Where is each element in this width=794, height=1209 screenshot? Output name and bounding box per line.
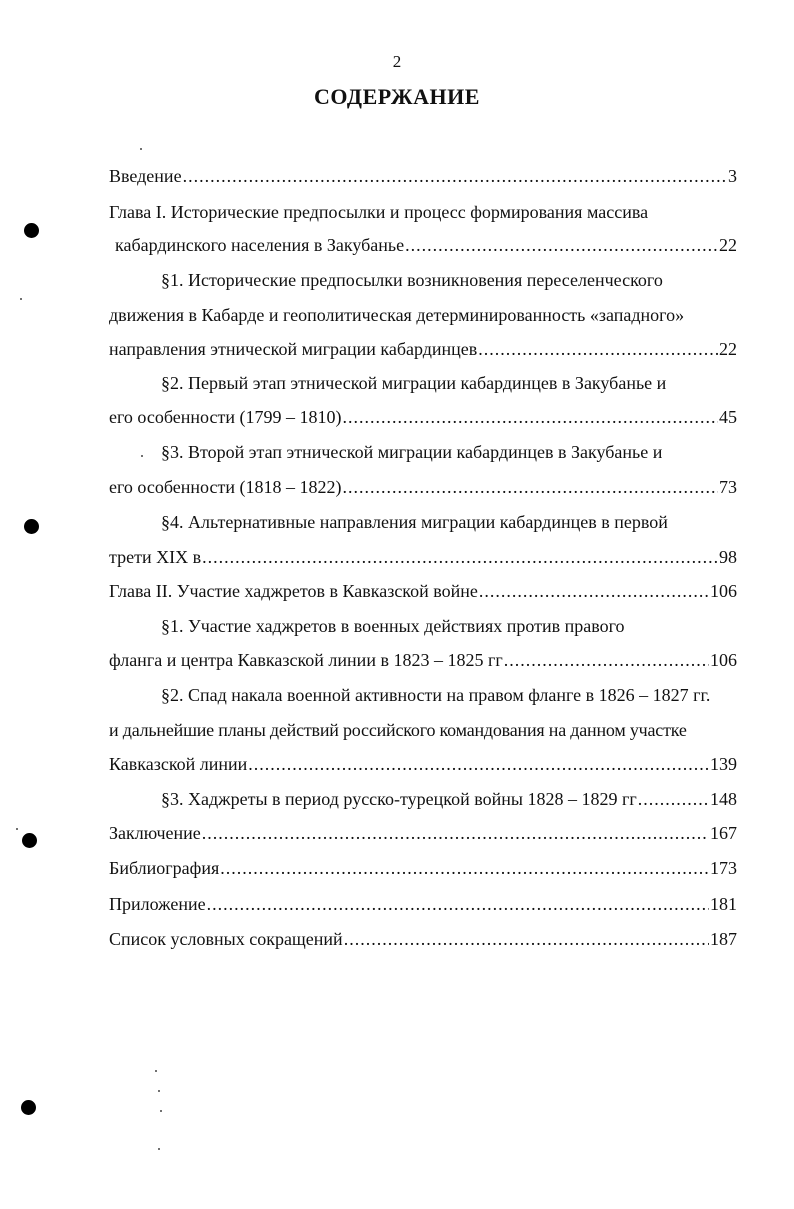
punch-hole: [24, 223, 39, 238]
scan-speck: [158, 1148, 160, 1150]
toc-entry-text: §2. Спад накала военной активности на правом фланге в 1826 – 1827 гг.: [161, 685, 711, 705]
scan-speck: [158, 1090, 160, 1092]
toc-entry-chapter-1-cont: [115, 233, 737, 257]
punch-hole: [21, 1100, 36, 1115]
toc-entry-text: Глава I. Исторические предпосылки и процесс формирования массива: [109, 202, 649, 222]
toc-entry-ch1-section-4-end: [109, 545, 737, 569]
toc-entry-text: §4. Альтернативные направления миграции кабардинцев в первой: [161, 512, 668, 532]
scan-speck: [140, 148, 142, 150]
toc-entry-page: 73: [719, 477, 737, 497]
toc-entry-page: 106: [710, 650, 737, 670]
toc-entry-ch2-section-2-cont: [109, 718, 687, 742]
toc-entry-text: кабардинского населения в Закубанье: [115, 235, 405, 255]
toc-entry-ch1-section-1: [161, 268, 663, 292]
toc-entry-text: Глава II. Участие хаджретов в Кавказской войне: [109, 581, 478, 601]
scan-speck: [141, 455, 143, 457]
toc-entry-text: направления этнической миграции кабардинцев: [109, 339, 478, 359]
toc-entry-ch1-section-4: [161, 510, 668, 534]
toc-entry-text: движения в Кабарде и геополитическая детерминированность «западного»: [109, 305, 685, 325]
dot-leader: [342, 475, 718, 499]
toc-entry-chapter-1: [109, 200, 648, 224]
toc-entry-text: §2. Первый этап этнической миграции кабардинцев в Закубанье и: [161, 373, 667, 393]
dot-leader: [405, 233, 718, 257]
punch-hole: [22, 833, 37, 848]
dot-leader: [478, 337, 718, 361]
toc-entry-text: §3. Второй этап этнической миграции кабардинцев в Закубанье и: [161, 442, 663, 462]
toc-entry-abbreviations: [109, 927, 737, 951]
toc-entry-page: 167: [710, 823, 737, 843]
toc-entry-page: 139: [710, 754, 737, 774]
toc-entry-text: фланга и центра Кавказской линии в 1823 – 1825 гг: [109, 650, 503, 670]
toc-entry-page: 98: [719, 547, 737, 567]
dot-leader: [479, 579, 709, 603]
toc-entry-ch1-section-3: [161, 440, 662, 464]
dot-leader: [504, 648, 709, 672]
dot-leader: [207, 892, 709, 916]
dot-leader: [638, 787, 709, 811]
toc-entry-text: и дальнейшие планы действий российского командования на данном участке: [109, 720, 687, 740]
toc-entry-ch2-section-2: [161, 683, 710, 707]
punch-hole: [24, 519, 39, 534]
toc-entry-introduction: [109, 164, 737, 188]
toc-entry-ch1-section-1-cont: [109, 303, 684, 327]
dot-leader: [202, 821, 709, 845]
scan-speck: [155, 1070, 157, 1072]
toc-entry-ch1-section-3-end: [109, 475, 737, 499]
toc-entry-ch2-section-1-end: [109, 648, 737, 672]
toc-entry-ch1-section-2-end: [109, 405, 737, 429]
toc-entry-text: Кавказской линии: [109, 754, 248, 774]
page-number: 2: [392, 52, 402, 71]
toc-entry-page: 187: [710, 929, 737, 949]
toc-entry-page: 148: [710, 789, 737, 809]
toc-entry-appendix: [109, 892, 737, 916]
toc-entry-bibliography: [109, 856, 737, 880]
toc-entry-chapter-2: [109, 579, 737, 603]
dot-leader: [220, 856, 709, 880]
toc-entry-page: 106: [710, 581, 737, 601]
toc-entry-conclusion: [109, 821, 737, 845]
scan-speck: [20, 298, 22, 300]
toc-entry-page: 45: [719, 407, 737, 427]
page-title: СОДЕРЖАНИЕ: [314, 84, 480, 109]
dot-leader: [248, 752, 709, 776]
toc-entry-text: Введение: [109, 166, 182, 186]
toc-entry-ch2-section-3: [161, 787, 737, 811]
dot-leader: [202, 545, 718, 569]
toc-entry-page: 173: [710, 858, 737, 878]
toc-entry-ch2-section-2-end: [109, 752, 737, 776]
toc-entry-text: §1. Участие хаджретов в военных действиях против правого: [161, 616, 625, 636]
toc-entry-page: 22: [719, 235, 737, 255]
dot-leader: [342, 405, 718, 429]
toc-entry-ch2-section-1: [161, 614, 625, 638]
toc-entry-text: Список условных сокращений: [109, 929, 343, 949]
toc-entry-ch1-section-1-end: [109, 337, 737, 361]
dot-leader: [183, 164, 727, 188]
toc-entry-page: 22: [719, 339, 737, 359]
toc-entry-text: Приложение: [109, 894, 206, 914]
toc-entry-text: его особенности (1818 – 1822): [109, 477, 342, 497]
toc-entry-text: §3. Хаджреты в период русско-турецкой войны 1828 – 1829 гг: [161, 789, 637, 809]
toc-entry-text: Заключение: [109, 823, 201, 843]
dot-leader: [344, 927, 709, 951]
scan-speck: [16, 828, 18, 830]
toc-entry-text: трети XIX в: [109, 547, 202, 567]
toc-entry-text: Библиография: [109, 858, 220, 878]
scan-speck: [160, 1110, 162, 1112]
toc-entry-page: 3: [728, 166, 737, 186]
toc-entry-ch1-section-2: [161, 371, 666, 395]
toc-entry-text: его особенности (1799 – 1810): [109, 407, 342, 427]
toc-entry-text: §1. Исторические предпосылки возникновения переселенческого: [161, 270, 663, 290]
toc-entry-page: 181: [710, 894, 737, 914]
